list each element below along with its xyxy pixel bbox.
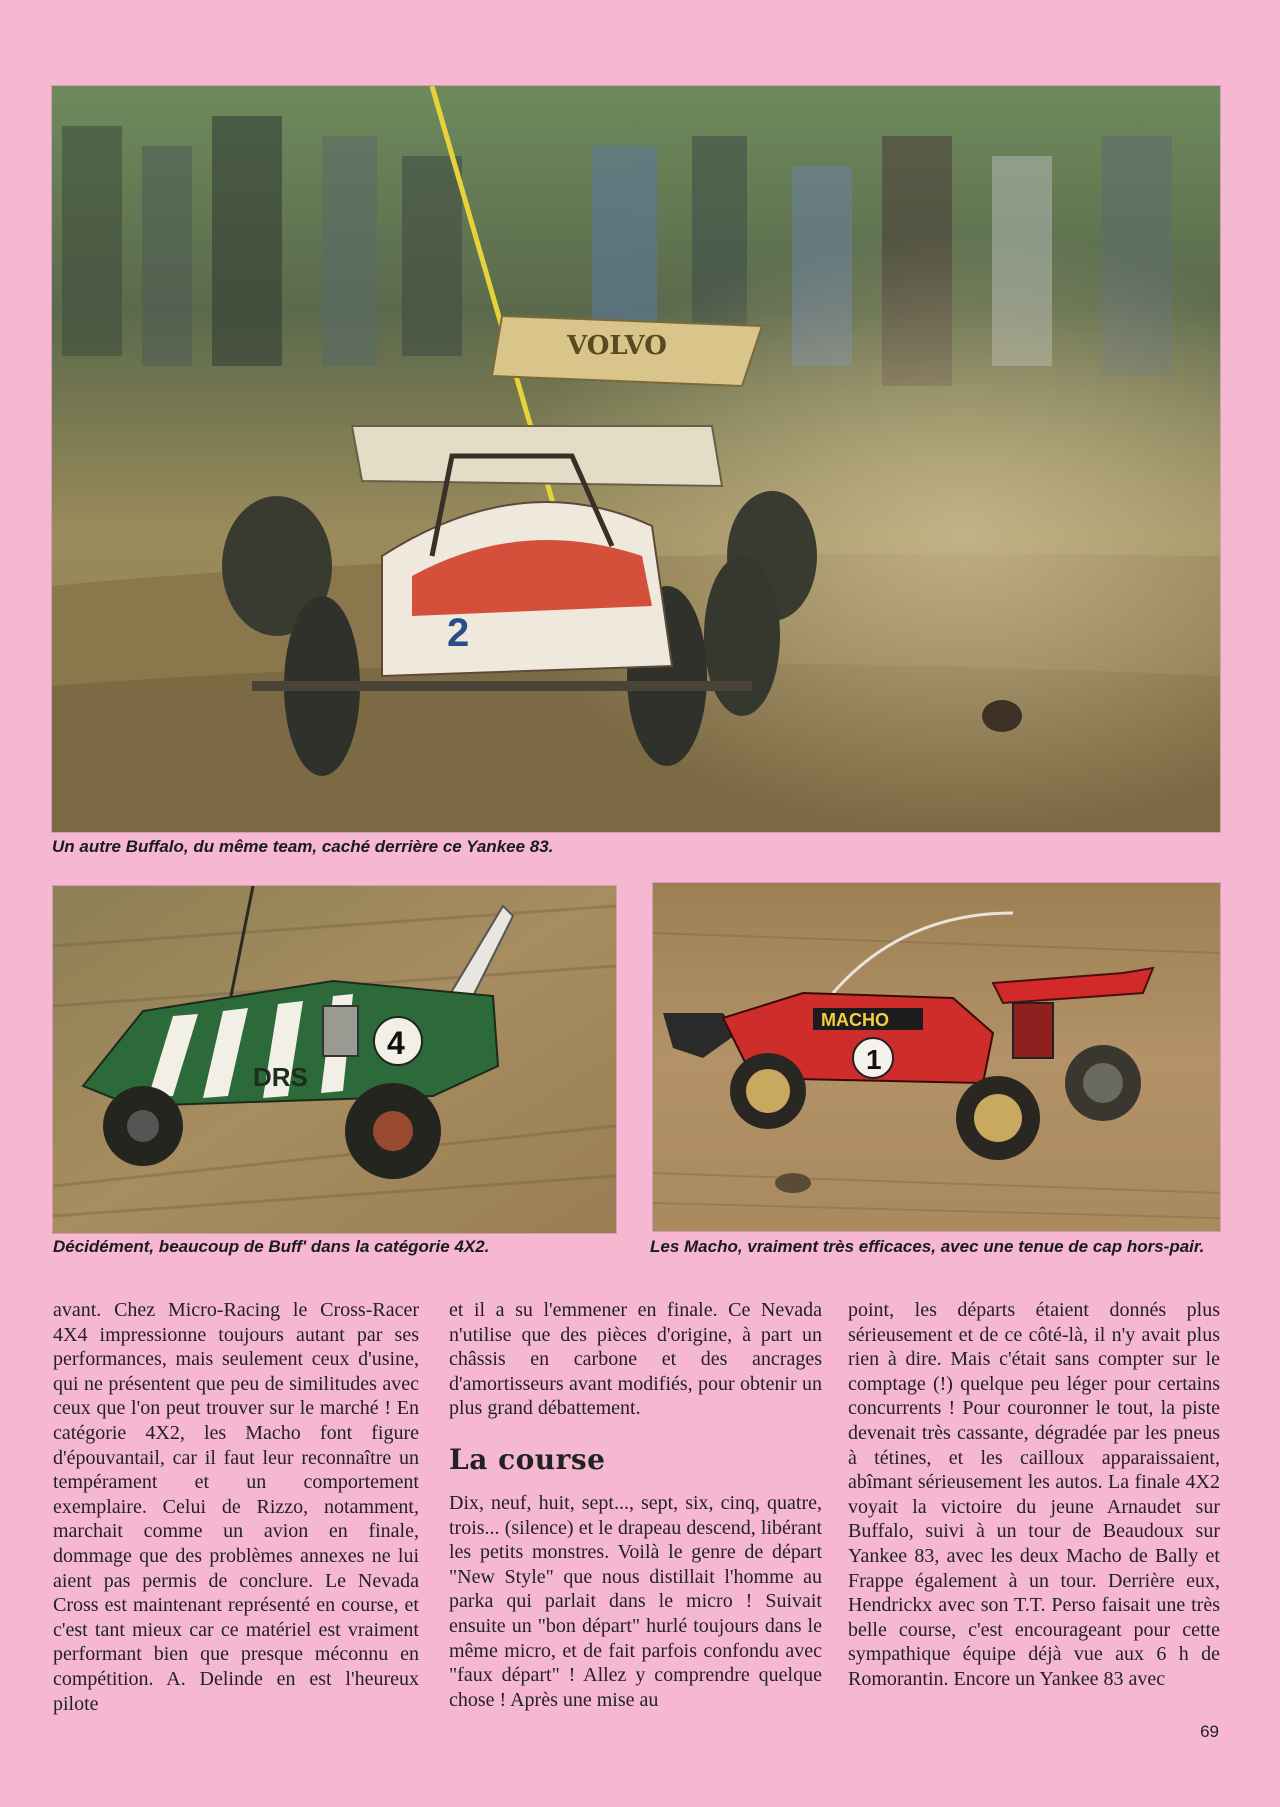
paragraph: avant. Chez Micro-Racing le Cross-Racer 4X4 impressionne toujours autant par ses performances, mais seulement ceux d'usine, qui ne présentent que peu de similitudes avec ceux que l'on peut trouver sur le marché ! En catégorie 4X2, les Macho font figure d'épouvantail, car il faut leur reconnaître un tempérament et un comportement exemplaire. Celui de Rizzo, notamment, marchait comme un avion en finale, dommage que des problèmes annexes ne lui aient pas permis de conclure. Le Nevada Cross est maintenant représenté en course, et c'est tant mieux car ce matériel est vraiment performant bien que presque méconnu en compétition. A. Delinde en est l'heureux pilote: [53, 1299, 419, 1715]
car-decal: DRS: [253, 1062, 308, 1092]
article-column-2: [449, 1298, 822, 1712]
car-number: 1: [866, 1044, 882, 1075]
car-number: 2: [447, 611, 470, 655]
paragraph: point, les départs étaient donnés plus sérieusement et de ce côté-là, il n'y avait plus rien à dire. Mais c'était sans compter sur le comptage (!) quelque peu léger pour certains concurrents ! Pour couronner le tout, la piste devenait très cassante, dégradée par les pneus à tétines, et les cailloux apparaissaient, abîmant sérieusement les autos. La finale 4X2 voyait la victoire du jeune Arnaudet sur Buffalo, suivi à un tour de Beaudoux sur Yankee 83, avec les deux Macho de Bally et Frappe également à un tour. Derrière eux, Hendrickx avec son T.T. Perso faisait une très belle course, c'est encourageant pour cette sympathique équipe déjà vue aux 6 h de Romorantin. Encore un Yankee 83 avec: [848, 1299, 1220, 1690]
photo-macho: [653, 883, 1220, 1231]
car-decal: MACHO: [821, 1010, 889, 1030]
article-column-1: [53, 1298, 419, 1716]
section-heading: La course: [449, 1442, 606, 1476]
caption-top: Un autre Buffalo, du même team, caché derrière ce Yankee 83.: [52, 837, 554, 856]
paragraph: Dix, neuf, huit, sept..., sept, six, cinq, quatre, trois... (silence) et le drapeau descend, libérant les petits monstres. Voilà le genre de départ "New Style" que nous distillait l'homme au parka qui parlait dans le micro ! Suivait ensuite un "bon départ" hurlé toujours dans le même micro, et de fait parfois confondu avec "faux départ" ! Allez y comprendre quelque chose ! Après une mise au: [449, 1491, 822, 1711]
photo-buffalo-4x2: [53, 886, 616, 1233]
article-column-3: [848, 1298, 1220, 1692]
wing-decal: VOLVO: [567, 331, 667, 361]
paragraph: et il a su l'emmener en finale. Ce Nevada n'utilise que des pièces d'origine, à part un châssis en carbone et des ancrages d'amortisseurs avant modifiés, pour obtenir un plus grand débattement.: [449, 1299, 822, 1420]
page-number: 69: [1200, 1722, 1219, 1741]
caption-bottom-left: Décidément, beaucoup de Buff' dans la catégorie 4X2.: [53, 1237, 490, 1256]
car-number: 4: [387, 1025, 405, 1061]
caption-bottom-right: Les Macho, vraiment très efficaces, avec une tenue de cap hors-pair.: [650, 1237, 1205, 1256]
photo-yankee-buffalo: [52, 86, 1220, 832]
